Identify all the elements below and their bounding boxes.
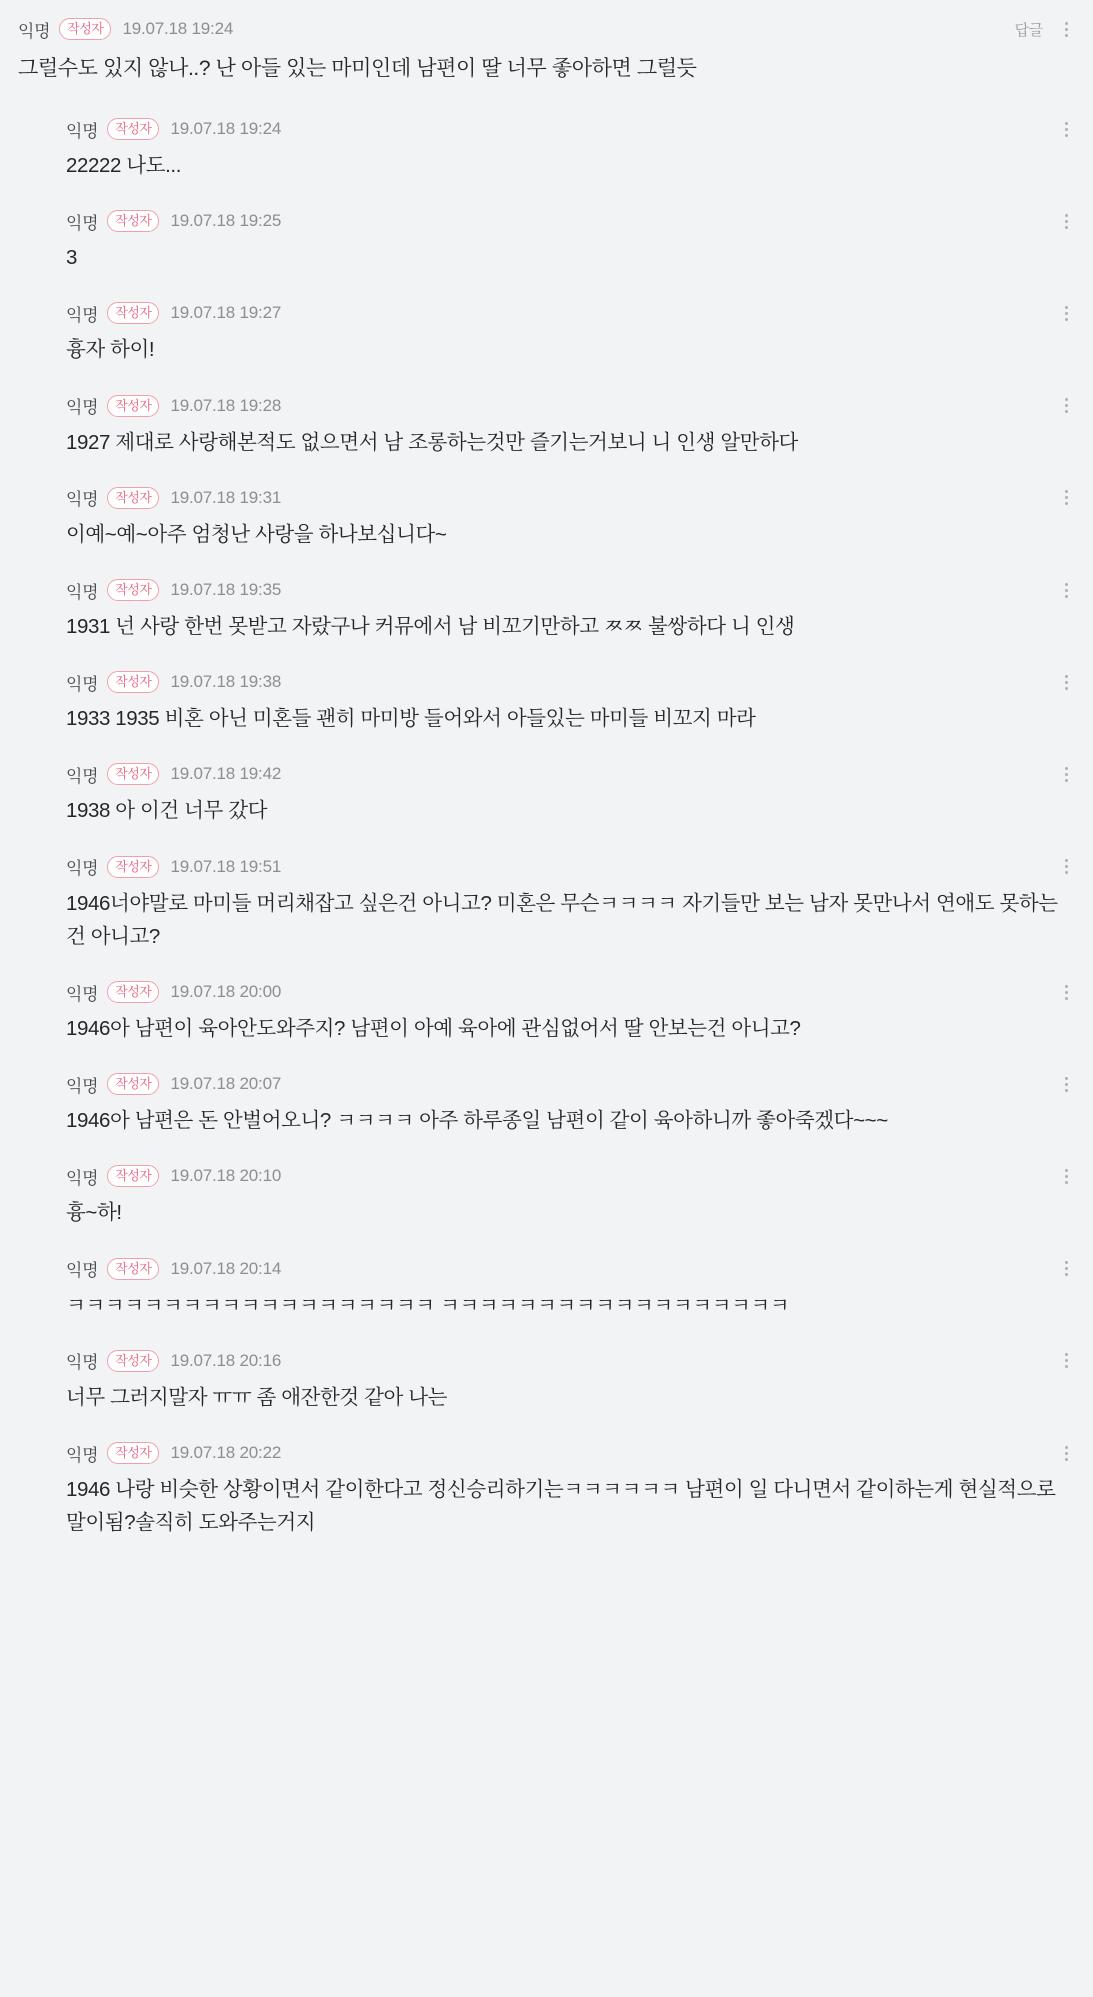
reply-comment <box>0 1424 1093 1549</box>
comment-timestamp: 19.07.18 19:42 <box>170 764 282 784</box>
comment-actions <box>1057 210 1075 232</box>
comment-timestamp: 19.07.18 19:27 <box>170 303 282 323</box>
author-nickname[interactable]: 익명 <box>66 1445 99 1465</box>
comment-actions <box>1057 763 1075 785</box>
kebab-menu-icon[interactable] <box>1057 302 1075 324</box>
reply-comment <box>0 284 1093 376</box>
comment-meta <box>66 856 1063 878</box>
author-badge: 작성자 <box>107 579 159 601</box>
author-nickname[interactable]: 익명 <box>66 674 99 694</box>
comment-actions <box>1057 856 1075 878</box>
kebab-menu-icon[interactable] <box>1057 579 1075 601</box>
comment-timestamp: 19.07.18 19:51 <box>170 856 282 876</box>
author-nickname[interactable]: 익명 <box>66 766 99 786</box>
comment-text: 3 <box>66 246 78 270</box>
author-nickname[interactable]: 익명 <box>66 1076 99 1096</box>
kebab-menu-icon[interactable] <box>1057 1350 1075 1372</box>
author-nickname[interactable]: 익명 <box>66 1261 99 1281</box>
comment-text: 흉~하! <box>66 1201 122 1225</box>
author-badge: 작성자 <box>107 1165 159 1187</box>
comment-timestamp: 19.07.18 20:16 <box>170 1350 282 1370</box>
comment-timestamp: 19.07.18 20:10 <box>170 1166 282 1186</box>
comment-actions <box>1057 302 1075 324</box>
author-nickname[interactable]: 익명 <box>18 21 51 41</box>
comment-actions <box>1057 487 1075 509</box>
comment-timestamp: 19.07.18 19:25 <box>170 211 282 231</box>
comment-actions <box>1015 18 1075 40</box>
comment-text: 너무 그러지말자 ㅠㅠ 좀 애잔한것 같아 나는 <box>66 1385 448 1409</box>
comment-timestamp: 19.07.18 19:35 <box>170 580 282 600</box>
kebab-menu-icon[interactable] <box>1057 487 1075 509</box>
author-nickname[interactable]: 익명 <box>66 121 99 141</box>
comment-meta <box>66 1442 1063 1464</box>
author-nickname[interactable]: 익명 <box>66 859 99 879</box>
comment-text: 1927 제대로 사랑해본적도 없으면서 남 조롱하는것만 즐기는거보니 니 인생 알만하다 <box>66 430 798 454</box>
author-badge: 작성자 <box>107 671 159 693</box>
kebab-menu-icon[interactable] <box>1057 671 1075 693</box>
kebab-menu-icon[interactable] <box>1057 118 1075 140</box>
comment-text: 22222 나도... <box>66 154 181 178</box>
comment-actions <box>1057 981 1075 1003</box>
comment-meta <box>66 487 1063 509</box>
comment-actions <box>1057 1350 1075 1372</box>
reply-comment <box>0 963 1093 1055</box>
kebab-menu-icon[interactable] <box>1057 981 1075 1003</box>
comment-timestamp: 19.07.18 19:38 <box>170 672 282 692</box>
kebab-menu-icon[interactable] <box>1057 1258 1075 1280</box>
kebab-menu-icon[interactable] <box>1057 1073 1075 1095</box>
reply-comment <box>0 1055 1093 1147</box>
author-badge: 작성자 <box>107 395 159 417</box>
author-badge: 작성자 <box>107 1350 159 1372</box>
author-nickname[interactable]: 익명 <box>66 305 99 325</box>
author-nickname[interactable]: 익명 <box>66 213 99 233</box>
comment-meta <box>66 118 1063 140</box>
comment-text: 1946너야말로 마미들 머리채잡고 싶은건 아니고? 미혼은 무슨ㅋㅋㅋㅋ 자기들만 보는 남자 못만나서 연애도 못하는건 아니고? <box>66 891 1058 948</box>
comment-text: ㅋㅋㅋㅋㅋㅋㅋㅋㅋㅋㅋㅋㅋㅋㅋㅋㅋㅋㅋ ㅋㅋㅋㅋㅋㅋㅋㅋㅋㅋㅋㅋㅋㅋㅋㅋㅋㅋ <box>66 1293 790 1317</box>
reply-button[interactable]: 답글 <box>1014 21 1043 39</box>
author-badge: 작성자 <box>107 763 159 785</box>
comment-meta <box>66 671 1063 693</box>
comment-timestamp: 19.07.18 20:07 <box>170 1074 282 1094</box>
author-badge: 작성자 <box>107 118 159 140</box>
comment-meta <box>66 763 1063 785</box>
author-nickname[interactable]: 익명 <box>66 984 99 1004</box>
comment-meta <box>66 302 1063 324</box>
kebab-menu-icon[interactable] <box>1057 210 1075 232</box>
author-nickname[interactable]: 익명 <box>66 398 99 418</box>
reply-comment <box>0 1240 1093 1332</box>
reply-comment <box>0 561 1093 653</box>
author-badge: 작성자 <box>107 1442 159 1464</box>
comment-meta <box>66 1073 1063 1095</box>
author-badge: 작성자 <box>107 1073 159 1095</box>
comment-actions <box>1057 579 1075 601</box>
comment-actions <box>1057 1165 1075 1187</box>
comment-timestamp: 19.07.18 19:24 <box>170 119 282 139</box>
comment-actions <box>1057 1258 1075 1280</box>
comment-actions <box>1057 118 1075 140</box>
reply-comment <box>0 100 1093 192</box>
author-badge: 작성자 <box>107 1258 159 1280</box>
comment-actions <box>1057 1073 1075 1095</box>
comment-meta <box>66 579 1063 601</box>
author-nickname[interactable]: 익명 <box>66 1353 99 1373</box>
comment-text: 1933 1935 비혼 아닌 미혼들 괜히 마미방 들어와서 아들있는 마미들 비꼬지 마라 <box>66 707 756 731</box>
comment-text: 1946 나랑 비슷한 상황이면서 같이한다고 정신승리하기는ㅋㅋㅋㅋㅋㅋ 남편이 일 다니면서 같이하는게 현실적으로 말이됨?솔직히 도와주는거지 <box>66 1478 1061 1535</box>
kebab-menu-icon[interactable] <box>1057 1165 1075 1187</box>
comment-text: 흉자 하이! <box>66 338 155 362</box>
kebab-menu-icon[interactable] <box>1057 18 1075 40</box>
reply-comment <box>0 1147 1093 1239</box>
author-badge: 작성자 <box>107 981 159 1003</box>
comment-text: 1931 넌 사랑 한번 못받고 자랐구나 커뮤에서 남 비꼬기만하고 ㅉㅉ 불쌍하다 니 인생 <box>66 615 795 639</box>
comment-text: 이예~예~아주 엄청난 사랑을 하나보십니다~ <box>66 522 447 546</box>
reply-comment <box>0 377 1093 469</box>
comment-text: 1946아 남편은 돈 안벌어오니? ㅋㅋㅋㅋ 아주 하루종일 남편이 같이 육아하니까 좋아죽겠다~~~ <box>66 1109 888 1133</box>
reply-comment <box>0 469 1093 561</box>
comment-meta <box>66 1350 1063 1372</box>
root-comment <box>0 0 1093 100</box>
comment-actions <box>1057 671 1075 693</box>
comment-timestamp: 19.07.18 19:24 <box>122 19 234 38</box>
reply-comment <box>0 653 1093 745</box>
comment-meta <box>66 395 1063 417</box>
comment-text: 1946아 남편이 육아안도와주지? 남편이 아예 육아에 관심없어서 딸 안보는건 아니고? <box>66 1017 801 1041</box>
reply-comment <box>0 838 1093 963</box>
comment-meta <box>66 1258 1063 1280</box>
comment-text: 그럴수도 있지 않나..? 난 아들 있는 마미인데 남편이 딸 너무 좋아하면 그럴듯 <box>18 57 697 80</box>
comment-text: 1938 아 이건 너무 갔다 <box>66 799 268 823</box>
comment-actions <box>1057 395 1075 417</box>
comment-timestamp: 19.07.18 20:14 <box>170 1258 282 1278</box>
comment-timestamp: 19.07.18 19:28 <box>170 395 282 415</box>
kebab-menu-icon[interactable] <box>1057 763 1075 785</box>
comment-meta <box>66 1165 1063 1187</box>
reply-comment <box>0 745 1093 837</box>
kebab-menu-icon[interactable] <box>1057 395 1075 417</box>
comment-meta <box>66 981 1063 1003</box>
comment-timestamp: 19.07.18 20:22 <box>170 1443 282 1463</box>
author-nickname[interactable]: 익명 <box>66 490 99 510</box>
author-badge: 작성자 <box>107 302 159 324</box>
comment-timestamp: 19.07.18 19:31 <box>170 487 282 507</box>
author-badge: 작성자 <box>107 210 159 232</box>
author-badge: 작성자 <box>107 487 159 509</box>
reply-comment <box>0 1332 1093 1424</box>
kebab-menu-icon[interactable] <box>1057 1442 1075 1464</box>
author-badge: 작성자 <box>59 18 111 40</box>
comment-meta <box>18 18 1063 40</box>
comment-actions <box>1057 1442 1075 1464</box>
comment-meta <box>66 210 1063 232</box>
author-nickname[interactable]: 익명 <box>66 582 99 602</box>
kebab-menu-icon[interactable] <box>1057 856 1075 878</box>
comment-timestamp: 19.07.18 20:00 <box>170 982 282 1002</box>
author-badge: 작성자 <box>107 856 159 878</box>
author-nickname[interactable]: 익명 <box>66 1168 99 1188</box>
reply-comment <box>0 192 1093 284</box>
